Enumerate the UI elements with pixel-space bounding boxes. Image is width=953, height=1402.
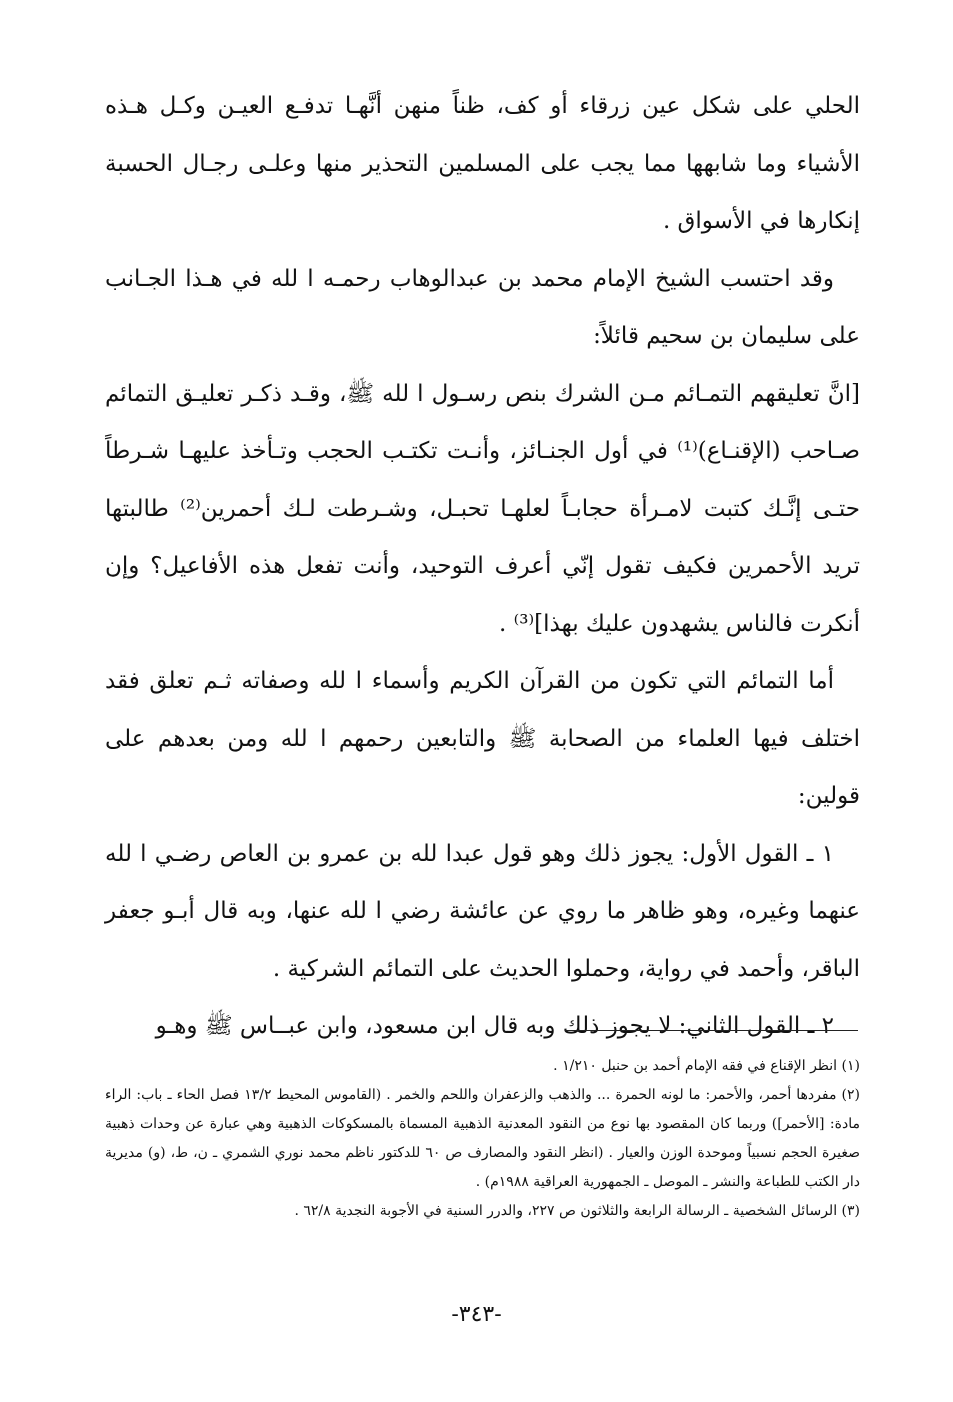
- footnotes: [105, 1052, 860, 1226]
- paragraph-ihtisab: وقد احتسب الشيخ الإمام محمد بن عبدالوهاب رحمـه ا لله في هـذا الجـانب على سليمان بن سحيم قائلاً:: [105, 265, 860, 349]
- paragraph-second-opinion: ٢ ـ القول الثاني: لا يجوز ذلك وبه قال ابن مسعود، وابن عبــاس ﷺ وهـو: [155, 1013, 834, 1039]
- page-number: -٣٤٣-: [451, 1302, 502, 1327]
- paragraph-quotation: [انَّ تعليقهم التمـائم مـن الشرك بنص رسـول ا لله ﷺ، وقـد ذكـر تعليـق التمائم صـاحب (الإقنـاع)⁽¹⁾ في أول الجنـائز، وأنـت تكتـب الحجب وتـأخذ عليهـا شـرطاً حتـى إنَّـك كتبت لامـرأة حجابـاً لعلهـا تحبـل، وشـرطت لـك أحمرين⁽²⁾ طالبتها تريد الأحمرين فكيف تقول إنّي أعرف التوحيد، وأنت تفعل هذه الأفاعيل؟ وإن أنكرت فالناس يشهدون عليك بهذا]⁽³⁾ .: [105, 380, 860, 637]
- paragraph-quranic-amulets: أما التمائم التي تكون من القرآن الكريم وأسماء ا لله وصفاته ثـم تعلق فقد اختلف فيها العلماء من الصحابة ﷺ والتابعين رحمهم ا لله ومن بعدهم على قولين:: [105, 668, 860, 809]
- footnote-2: (٢) مفردها أحمر، والأحمر: ما لونه الحمرة ... والذهب والزعفران واللحم والخمر . (القاموس المحيط ١٣/٢ فصل الحاء ـ باب: الراء مادة: [الأحمر]) وربما كان المقصود بها نوع من النقود المعدنية الذهبية المسماة بالمسكوكات الذهبية وهي عبارة عن وحدات ذهبية صغيرة الحجم نسبياً وموحدة الوزن والعيار . (انظر النقود والمصارف ص ٦٠ للدكتور ناظم محمد نوري الشمري ـ ن، ط، (و) مديرية دار الكتب للطباعة والنشر ـ الموصل ـ الجمهورية العراقية ١٩٨٨م) .: [105, 1087, 860, 1190]
- paragraph-first-opinion: ١ ـ القول الأول: يجوز ذلك وهو قول عبدا لله بن عمرو بن العاص رضـي ا لله عنهما وغيره، وهو ظاهر ما روي عن عائشة رضي ا لله عنها، وبه قال أبـو جعفر الباقر، وأحمد في رواية، وحملوا الحديث على التمائم الشركية .: [105, 840, 860, 982]
- main-text: [105, 78, 860, 1056]
- footnote-3: (٣) الرسائل الشخصية ـ الرسالة الرابعة والثلاثون ص ٢٢٧، والدرر السنية في الأجوبة النجدية ٦٢/٨ .: [294, 1203, 860, 1219]
- footnote-1: (١) انظر الإقناع في فقه الإمام أحمد بن حنبل ١/٢١٠ .: [553, 1058, 860, 1074]
- footnote-divider: [565, 1030, 858, 1031]
- paragraph-continuation: الحلي على شكل عين زرقاء أو كف، ظناً منهن أنَّهـا تدفـع العيـن وكـل هـذه الأشياء وما شابهها مما يجب على المسلمين التحذير منها وعلـى رجـال الحسبة إنكارها في الأسواق .: [105, 93, 860, 234]
